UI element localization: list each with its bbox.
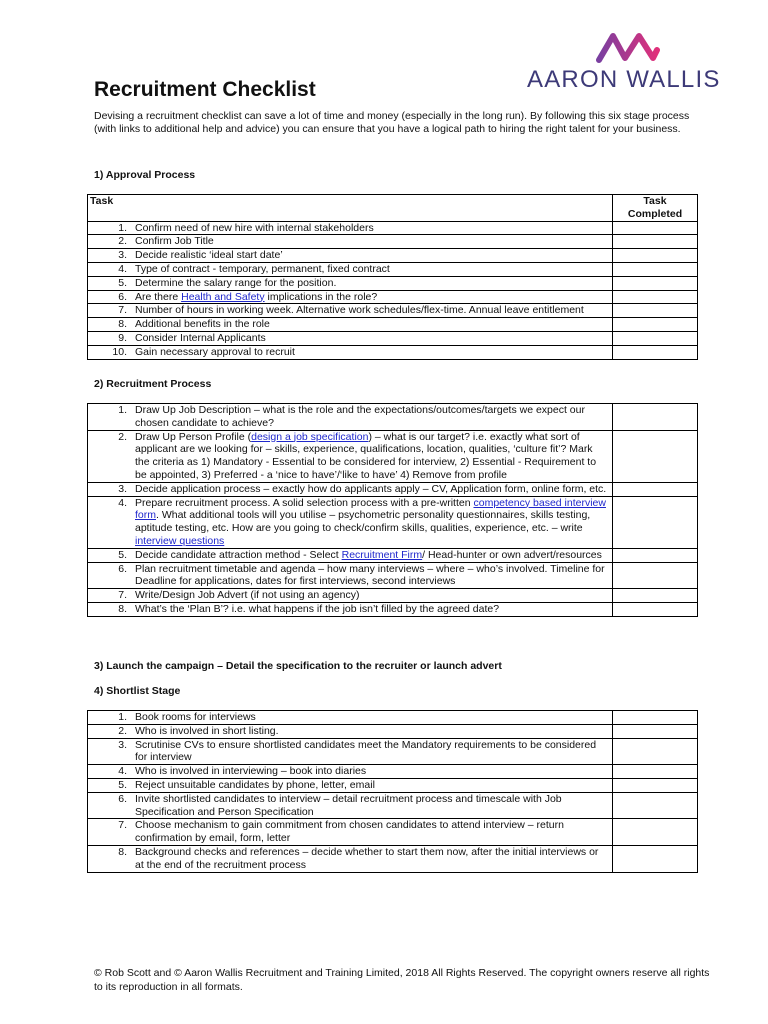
task-cell (88, 724, 613, 738)
task-text (127, 819, 610, 845)
table-row (88, 589, 698, 603)
shortlist-table (87, 710, 698, 873)
task-completed-cell[interactable] (613, 792, 698, 819)
task-text (127, 497, 610, 548)
task-cell (88, 548, 613, 562)
task-number: 4. (118, 262, 127, 275)
task-cell (88, 276, 613, 290)
table-row (88, 724, 698, 738)
task-completed-cell[interactable] (613, 778, 698, 792)
copyright-footer: © Rob Scott and © Aaron Wallis Recruitment and Training Limited, 2018 All Rights Reserved. The copyright owners reserve all rights to its reproduction in all formats. (94, 967, 710, 993)
task-text (127, 483, 610, 496)
table-row (88, 345, 698, 359)
table-row (88, 249, 698, 263)
task-completed-cell[interactable] (613, 221, 698, 235)
table-row (88, 845, 698, 872)
task-text (127, 277, 610, 290)
task-completed-cell[interactable] (613, 404, 698, 431)
task-number: 4. (118, 765, 127, 778)
task-cell (88, 792, 613, 819)
task-number: 1. (118, 711, 127, 723)
task-number: 1. (118, 221, 127, 234)
task-completed-cell[interactable] (613, 845, 698, 872)
task-text (127, 779, 610, 792)
task-text-segment: Write/Design Job Advert (if not using an agency) (135, 589, 360, 602)
task-text-segment: Invite shortlisted candidates to interview – detail recruitment process and timescale with Job Specification and Person Specification (135, 792, 562, 818)
task-text (127, 589, 610, 602)
task-completed-cell[interactable] (613, 724, 698, 738)
table-row (88, 276, 698, 290)
task-number: 8. (118, 318, 127, 331)
task-completed-cell[interactable] (613, 304, 698, 318)
task-text (127, 725, 610, 738)
task-text-segment: Who is involved in interviewing – book into diaries (135, 765, 367, 778)
task-number: 6. (118, 562, 127, 575)
task-text-segment: Determine the salary range for the position. (135, 276, 337, 289)
task-number: 8. (118, 602, 127, 615)
task-number: 2. (118, 235, 127, 248)
table-row (88, 221, 698, 235)
task-text-segment: / Head-hunter or own advert/resources (422, 548, 602, 561)
table-row (88, 765, 698, 779)
task-text-segment: Who is involved in short listing. (135, 724, 279, 737)
task-cell (88, 290, 613, 304)
table-row (88, 404, 698, 431)
task-completed-cell[interactable] (613, 711, 698, 725)
task-number: 7. (118, 819, 127, 832)
task-cell (88, 496, 613, 548)
task-cell (88, 819, 613, 846)
table-row (88, 548, 698, 562)
task-text-segment: implications in the role? (264, 290, 378, 303)
task-number: 10. (112, 345, 127, 358)
task-text-segment: Background checks and references – decide whether to start them now, after the initial interviews or at the end of the recruitment process (135, 845, 599, 871)
task-completed-cell[interactable] (613, 249, 698, 263)
task-text (127, 304, 610, 317)
task-text-segment: Prepare recruitment process. A solid selection process with a pre-written (135, 496, 474, 509)
task-text (127, 346, 610, 359)
section-heading-shortlist: 4) Shortlist Stage (94, 685, 181, 697)
task-text-segment: Reject unsuitable candidates by phone, letter, email (135, 778, 375, 791)
task-text-segment: What’s the ‘Plan B’? i.e. what happens if the job isn’t filled by the agreed date? (135, 602, 500, 615)
task-number: 8. (118, 845, 127, 858)
task-completed-cell[interactable] (613, 262, 698, 276)
task-number: 3. (118, 738, 127, 751)
task-text (127, 603, 610, 616)
task-link[interactable]: competency based interview form (135, 496, 606, 522)
task-completed-cell[interactable] (613, 318, 698, 332)
table-row (88, 792, 698, 819)
task-completed-cell[interactable] (613, 562, 698, 589)
task-link[interactable]: interview questions (135, 534, 225, 547)
task-link[interactable]: Health and Safety (181, 290, 265, 303)
table-row (88, 235, 698, 249)
table-row (88, 602, 698, 616)
task-cell (88, 765, 613, 779)
task-completed-cell[interactable] (613, 765, 698, 779)
task-text-segment: Draw Up Person Profile ( (135, 430, 252, 443)
task-cell (88, 738, 613, 765)
task-text-segment: Confirm need of new hire with internal stakeholders (135, 221, 374, 234)
task-completed-cell[interactable] (613, 548, 698, 562)
task-number: 5. (118, 778, 127, 791)
table-row (88, 430, 698, 482)
task-completed-cell[interactable] (613, 430, 698, 482)
task-completed-cell[interactable] (613, 738, 698, 765)
task-completed-cell[interactable] (613, 602, 698, 616)
task-number: 2. (118, 430, 127, 443)
task-number: 9. (118, 331, 127, 344)
task-text-segment: Consider Internal Applicants (135, 331, 266, 344)
task-link[interactable]: design a job specification (251, 430, 369, 443)
task-completed-cell[interactable] (613, 276, 698, 290)
task-number: 3. (118, 249, 127, 262)
task-cell (88, 221, 613, 235)
task-number: 4. (118, 496, 127, 509)
task-text-segment: . What additional tools will you utilise – psychometric personality questionnaires, skills testing, aptitude testing, etc. How are you going to check/confirm skills, qualities, experience, etc. – write (135, 509, 591, 535)
task-cell (88, 249, 613, 263)
task-completed-cell[interactable] (613, 345, 698, 359)
task-text-segment: Additional benefits in the role (135, 318, 270, 331)
task-text (127, 318, 610, 331)
task-text (127, 549, 610, 562)
task-text-segment: Decide application process – exactly how do applicants apply – CV, Application form, online form, etc. (135, 482, 607, 495)
task-text-segment: Decide candidate attraction method - Select (135, 548, 342, 561)
table-row (88, 262, 698, 276)
table-row (88, 711, 698, 725)
task-text-segment: Number of hours in working week. Alternative work schedules/flex-time. Annual leave entitlement (135, 304, 584, 317)
section-heading-recruitment: 2) Recruitment Process (94, 378, 212, 390)
task-number: 7. (118, 304, 127, 317)
task-number: 2. (118, 724, 127, 737)
task-cell (88, 430, 613, 482)
task-text-segment: Choose mechanism to gain commitment from chosen candidates to attend interview – return confirmation by email, form, letter (135, 819, 564, 845)
task-cell (88, 331, 613, 345)
task-text-segment: Book rooms for interviews (135, 711, 256, 723)
task-link[interactable]: Recruitment Firm (341, 548, 423, 561)
task-text-segment: Scrutinise CVs to ensure shortlisted candidates meet the Mandatory requirements to be considered for interview (135, 738, 597, 764)
task-text (127, 563, 610, 589)
task-text (127, 222, 610, 235)
task-text-segment: Draw Up Job Description – what is the role and the expectations/outcomes/targets we expect our chosen candidate to achieve? (135, 404, 585, 429)
task-text-segment: Are there (135, 290, 182, 303)
task-number: 6. (118, 290, 127, 303)
logo-text: AARON WALLIS (527, 66, 721, 93)
task-number: 3. (118, 482, 127, 495)
task-completed-cell[interactable] (613, 496, 698, 548)
task-completed-cell[interactable] (613, 819, 698, 846)
company-logo (527, 30, 737, 94)
table-row (88, 331, 698, 345)
column-header-completed: Task Completed (613, 195, 698, 222)
task-text-segment: Type of contract - temporary, permanent, fixed contract (135, 262, 390, 275)
task-cell (88, 711, 613, 725)
table-row (88, 482, 698, 496)
task-text (127, 235, 610, 248)
task-cell (88, 304, 613, 318)
table-row (88, 562, 698, 589)
task-text (127, 739, 610, 765)
task-cell (88, 602, 613, 616)
task-number: 7. (118, 589, 127, 602)
task-text (127, 765, 610, 778)
task-completed-cell[interactable] (613, 589, 698, 603)
page-title: Recruitment Checklist (94, 78, 316, 101)
task-completed-cell[interactable] (613, 331, 698, 345)
task-cell (88, 235, 613, 249)
table-row (88, 778, 698, 792)
task-completed-cell[interactable] (613, 482, 698, 496)
task-cell (88, 482, 613, 496)
task-text-segment: Gain necessary approval to recruit (135, 345, 295, 358)
task-cell (88, 845, 613, 872)
task-number: 6. (118, 792, 127, 805)
task-cell (88, 778, 613, 792)
task-cell (88, 318, 613, 332)
intro-paragraph: Devising a recruitment checklist can save a lot of time and money (especially in the long run). By following this six stage process (with links to additional help and advice) you can ensure that you have a logical path to hiring the right talent for your business. (94, 110, 690, 136)
task-text (127, 431, 610, 482)
task-text-segment: Plan recruitment timetable and agenda – how many interviews – where – who’s involved. Timeline for Deadline for applications, dates for first interviews, second interviews (135, 562, 605, 588)
task-number: 5. (118, 548, 127, 561)
task-completed-cell[interactable] (613, 235, 698, 249)
task-text-segment: ) – what is our target? i.e. exactly what sort of applicant are we looking for – skills, experience, qualifications, location, qualities, ‘culture fit’? Mark the criteria as 1) Mandatory - Essential to be considered for interview, 2) Essential - Requirement to be appointed, 3) Preferred - a ‘nice to have’/‘like to have’ 4) Remove from profile (135, 430, 597, 481)
task-cell (88, 262, 613, 276)
task-text (127, 263, 610, 276)
task-completed-cell[interactable] (613, 290, 698, 304)
task-cell (88, 345, 613, 359)
task-text (127, 249, 610, 262)
table-row (88, 290, 698, 304)
approval-table (87, 194, 698, 360)
task-text (127, 793, 610, 819)
task-text (127, 332, 610, 345)
task-cell (88, 589, 613, 603)
task-number: 5. (118, 276, 127, 289)
section-heading-approval: 1) Approval Process (94, 169, 196, 181)
task-text-segment: Confirm Job Title (135, 235, 214, 248)
section-heading-launch: 3) Launch the campaign – Detail the specification to the recruiter or launch advert (94, 660, 502, 672)
table-row (88, 318, 698, 332)
column-header-task: Task (88, 195, 613, 222)
task-cell (88, 562, 613, 589)
task-cell (88, 404, 613, 431)
table-row (88, 304, 698, 318)
table-row (88, 496, 698, 548)
task-text (127, 711, 610, 724)
logo-wave-icon (595, 30, 661, 64)
task-text (127, 404, 610, 430)
recruitment-table (87, 403, 698, 617)
task-text (127, 291, 610, 304)
task-text (127, 846, 610, 872)
table-row (88, 819, 698, 846)
table-row (88, 738, 698, 765)
task-text-segment: Decide realistic ‘ideal start date’ (135, 249, 283, 262)
task-number: 1. (118, 404, 127, 416)
